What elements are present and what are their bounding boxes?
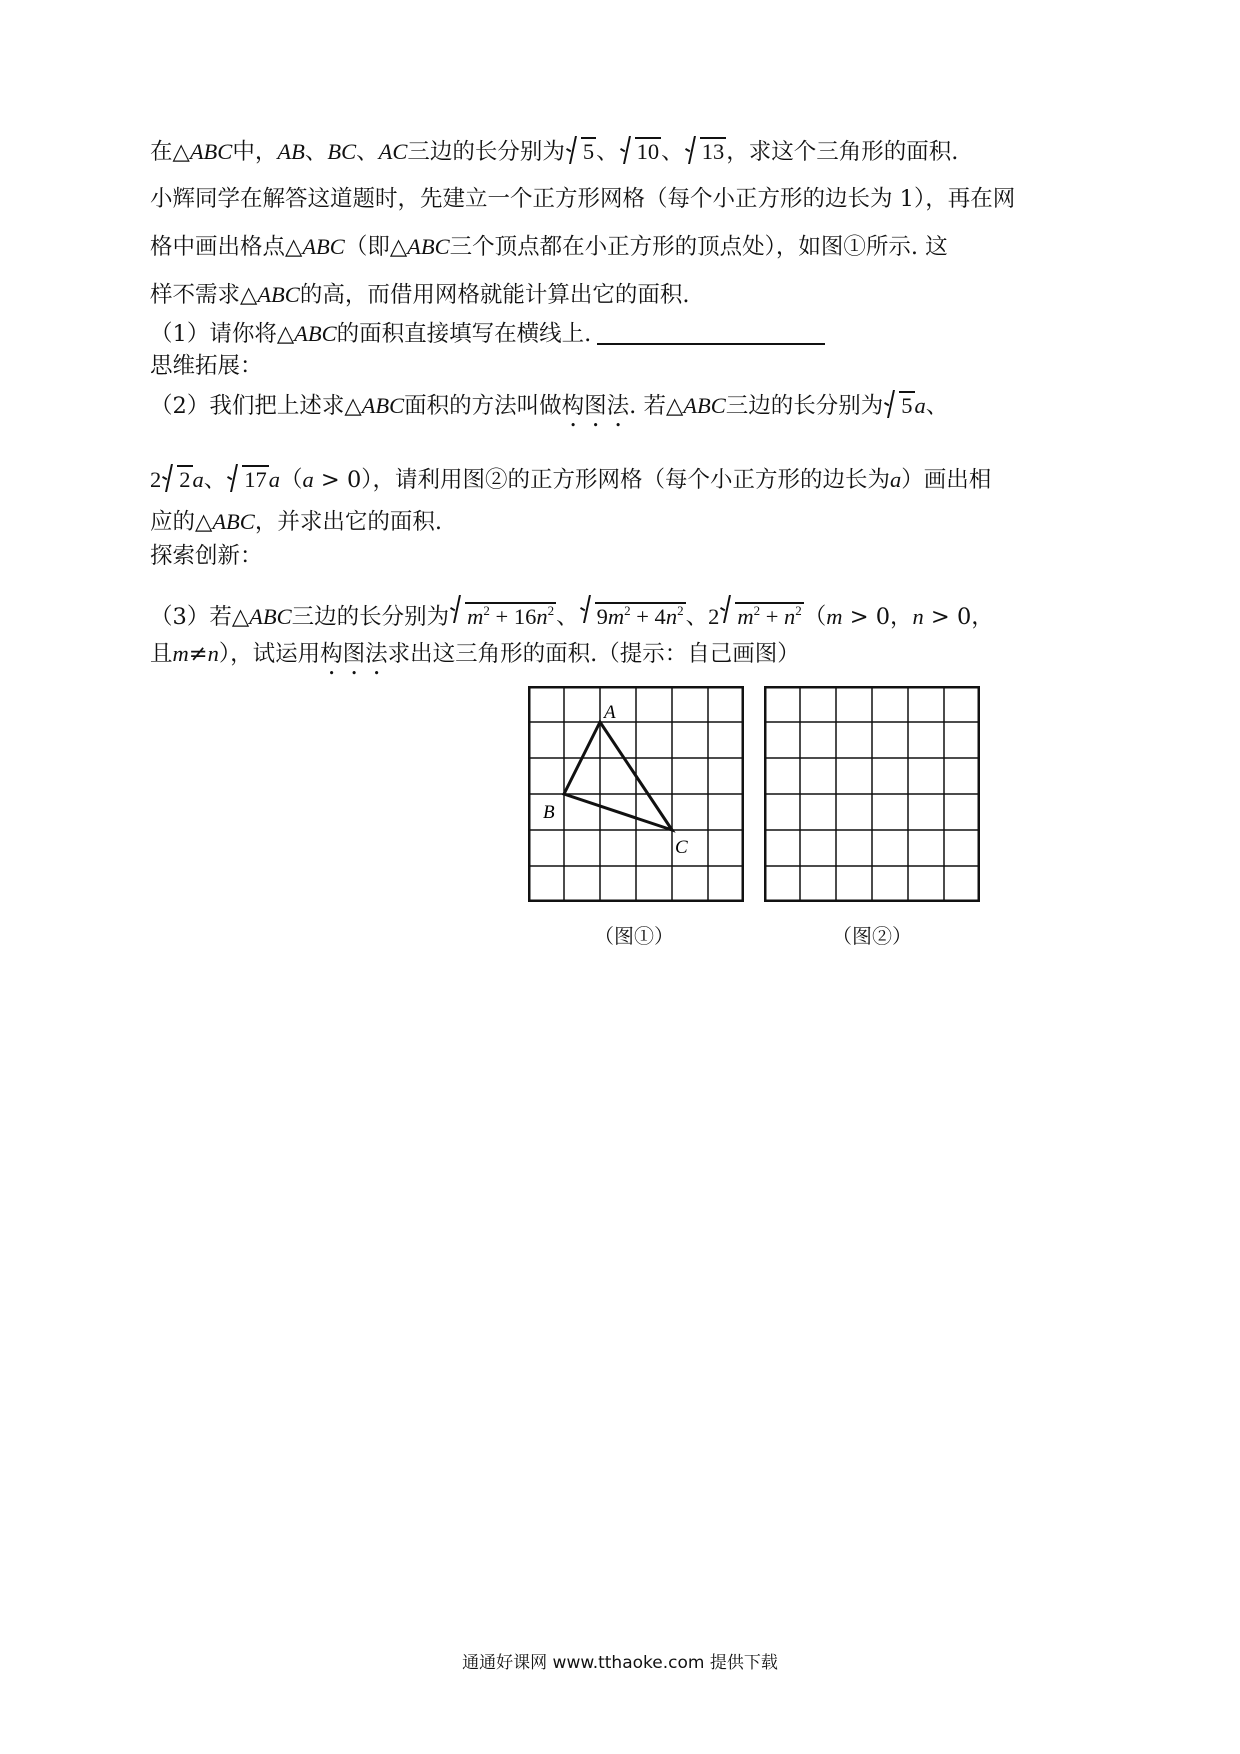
question-1: （1）请你将△ABC的面积直接填写在横线上. (150, 318, 825, 350)
answer-blank[interactable] (597, 321, 825, 345)
problem-intro-line-1: 在△ABC中，AB、BC、AC三边的长分别为 5、 10、 13，求这个三角形的面积. (150, 136, 958, 168)
sqrt-5: 5 (567, 136, 596, 168)
question-2-line-3: 应的△ABC，并求出它的面积. (150, 509, 442, 535)
question-2-line-1: （2）我们把上述求△ABC面积的方法叫做构图法. 若△ABC三边的长分别为 5a、 (150, 390, 948, 432)
problem-intro-line-2: 小辉同学在解答这道题时，先建立一个正方形网格（每个小正方形的边长为 1），再在网 (150, 186, 1016, 212)
page-footer: 通通好课网 www.tthaoke.com 提供下载 (462, 1653, 778, 1673)
sqrt-10: 10 (621, 136, 662, 168)
figure-1-grid (528, 686, 744, 902)
sqrt-expr-3: $m^2 + n^2$ (721, 595, 803, 633)
question-2-line-2: 2 2a、 17a（a > 0），请利用图②的正方形网格（每个小正方形的边长为a）画出相 (150, 464, 991, 496)
question-3-line-2: 且m≠n），试运用构图法求出这三角形的面积.（提示：自己画图） (150, 641, 800, 667)
sqrt-13: 13 (686, 136, 727, 168)
section-heading-thinking: 思维拓展： (150, 353, 263, 379)
vertex-label-b: B (543, 802, 555, 823)
figure-2-grid (764, 686, 980, 902)
problem-intro-line-4: 样不需求△ABC的高，而借用网格就能计算出它的面积. (150, 282, 690, 308)
figure-1-caption: （图①） (594, 924, 674, 948)
problem-intro-line-3: 格中画出格点△ABC（即△ABC三个顶点都在小正方形的顶点处），如图①所示. 这 (150, 234, 948, 260)
triangle-abc (564, 722, 672, 830)
sqrt-17a: 17 (228, 464, 269, 496)
figure-2-caption: （图②） (832, 924, 912, 948)
sqrt-2a: 2 (163, 464, 192, 496)
question-3-line-1: （3）若△ABC三边的长分别为 $m^2 + 16n^2$、 $9m^2 + 4n^2$、2 $m^2 + n^2(m > 0$，n > 0， (150, 595, 994, 633)
sqrt-5a: 5 (885, 390, 914, 422)
vertex-label-c: C (675, 837, 688, 858)
section-heading-explore: 探索创新： (150, 543, 263, 569)
vertex-label-a: A (604, 702, 616, 723)
sqrt-expr-1: $m^2 + 16n^2$ (451, 595, 556, 633)
sqrt-expr-2: $9m^2 + 4n^2$ (581, 595, 686, 633)
